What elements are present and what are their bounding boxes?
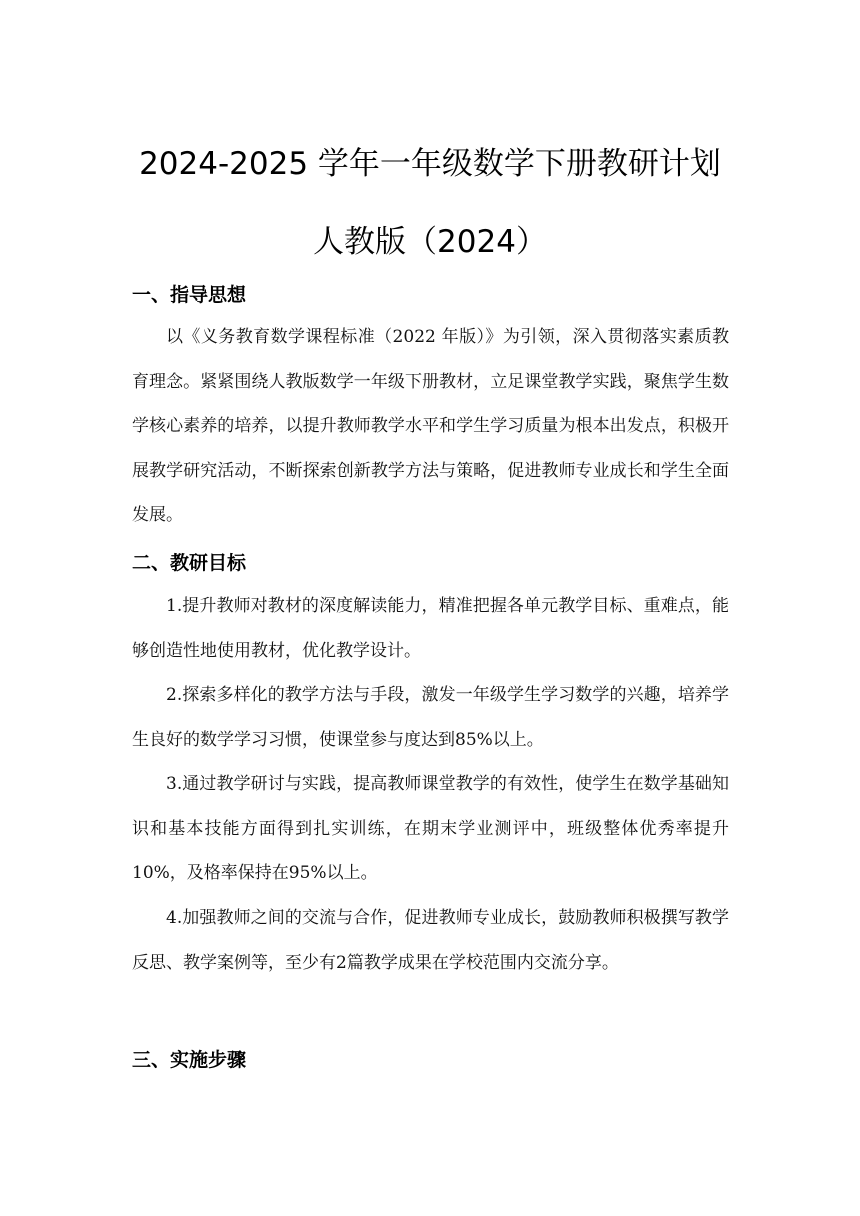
paragraph-goal-4: 4.加强教师之间的交流与合作，促进教师专业成长，鼓励教师积极撰写教学反思、教学案例等，至少有2篇教学成果在学校范围内交流分享。 (132, 908, 729, 973)
paragraph-goal-2: 2.探索多样化的教学方法与手段，激发一年级学生学习数学的兴趣，培养学生良好的数学学习习惯，使课堂参与度达到85%以上。 (132, 685, 729, 750)
document-subtitle: 人教版（2024） (313, 224, 547, 260)
section-heading-implementation-steps: 三、实施步骤 (132, 1049, 247, 1071)
document-title: 2024-2025 学年一年级数学下册教研计划 (139, 146, 721, 182)
paragraph-goal-3: 3.通过教学研讨与实践，提高教师课堂教学的有效性，使学生在数学基础知识和基本技能方面得到扎实训练，在期末学业测评中，班级整体优秀率提升10%，及格率保持在95%以上。 (132, 774, 729, 883)
section-heading-research-goals: 二、教研目标 (132, 552, 247, 574)
paragraph-guiding-ideology: 以《义务教育数学课程标准（2022 年版）》为引领，深入贯彻落实素质教育理念。紧紧围绕人教版数学一年级下册教材，立足课堂教学实践，聚焦学生数学核心素养的培养，以提升教师教学水平和学生学习质量为根本出发点，积极开展教学研究活动，不断探索创新教学方法与策略，促进教师专业成长和学生全面发展。 (132, 327, 729, 525)
paragraph-goal-1: 1.提升教师对教材的深度解读能力，精准把握各单元教学目标、重难点，能够创造性地使用教材，优化教学设计。 (132, 596, 729, 661)
section-heading-guiding-ideology: 一、指导思想 (132, 284, 247, 306)
